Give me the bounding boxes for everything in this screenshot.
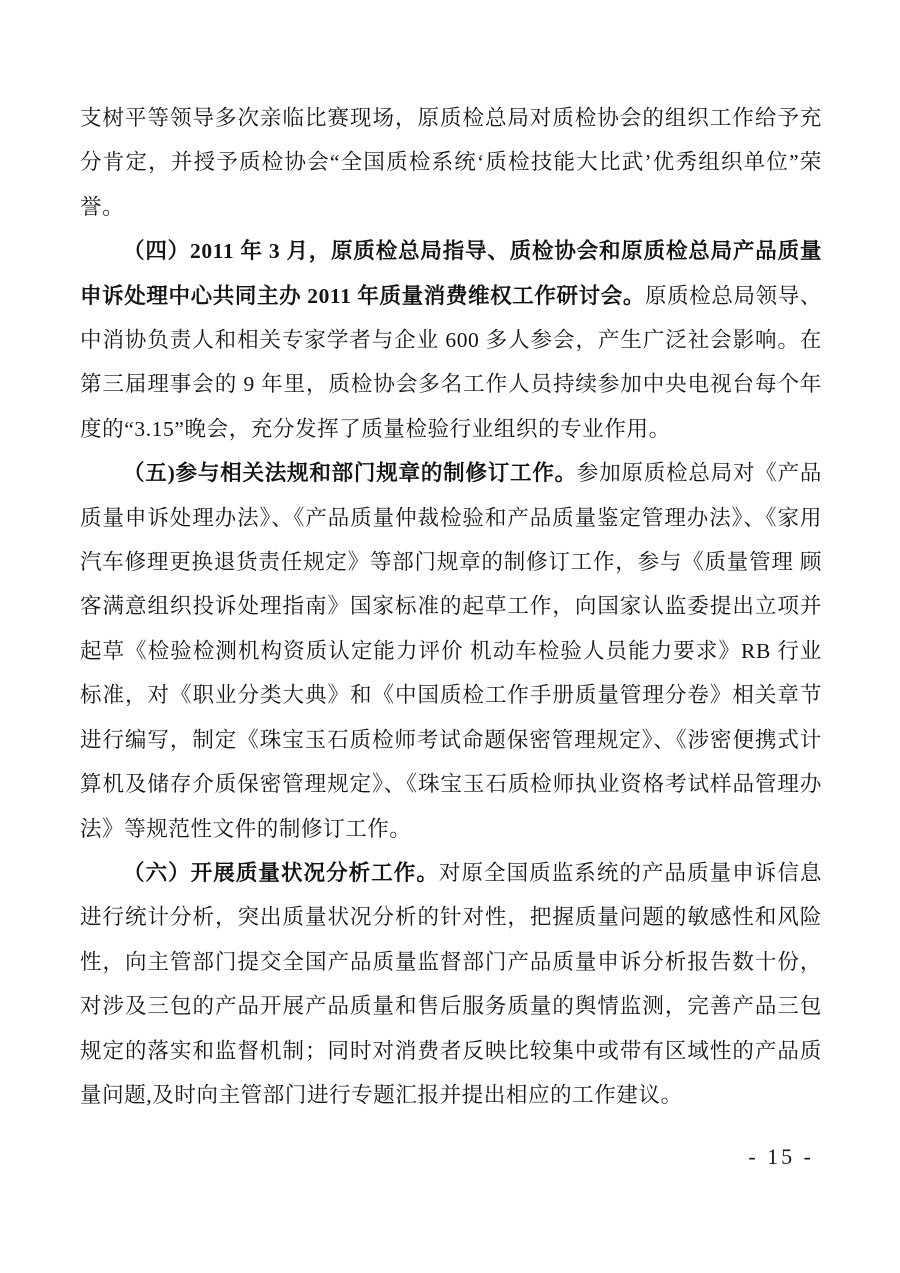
paragraph-continuation [80,96,822,229]
section-4-body: 原质检总局领导、中消协负责人和相关专家学者与企业 600 多人参会，产生广泛社会影响。在第三届理事会的 9 年里，质检协会多名工作人员持续参加中央电视台每个年度的“3.15”晚会，充分发挥了质量检验行业组织的专业作用。 [80,283,822,441]
section-5-heading: （五)参与相关法规和部门规章的制修订工作。 [123,461,577,486]
section-5-body: 参加原质检总局对《产品质量申诉处理办法》、《产品质量仲裁检验和产品质量鉴定管理办法》、《家用汽车修理更换退货责任规定》等部门规章的制修订工作，参与《质量管理 顾客满意组织投诉处理指南》国家标准的起草工作，向国家认监委提出立项并起草《检验检测机构资质认定能力评价 机动车检验人员能力要求》RB 行业标准，对《职业分类大典》和《中国质检工作手册质量管理分卷》相关章节进行编写，制定《珠宝玉石质检师考试命题保密管理规定》、《涉密便携式计算机及储存介质保密管理规定》、《珠宝玉石质检师执业资格考试样品管理办法》等规范性文件的制修订工作。 [80,461,822,841]
page-number: - 15 - [748,1144,814,1169]
document-body [80,96,822,1117]
paragraph-section-6 [80,851,822,1117]
paragraph-text: 支树平等领导多次亲临比赛现场，原质检总局对质检协会的组织工作给予充分肯定，并授予质检协会“全国质检系统‘质检技能大比武’优秀组织单位”荣誉。 [80,106,822,219]
paragraph-section-5 [80,451,822,851]
paragraph-section-4 [80,229,822,451]
section-6-heading: （六）开展质量状况分析工作。 [123,860,439,885]
section-6-body: 对原全国质监系统的产品质量申诉信息进行统计分析，突出质量状况分析的针对性，把握质量问题的敏感性和风险性，向主管部门提交全国产品质量监督部门产品质量申诉分析报告数十份，对涉及三包的产品开展产品质量和售后服务质量的舆情监测，完善产品三包规定的落实和监督机制；同时对消费者反映比较集中或带有区域性的产品质量问题,及时向主管部门进行专题汇报并提出相应的工作建议。 [80,860,823,1107]
section-4-heading: （四）2011 年 3 月，原质检总局指导、质检协会和原质检总局产品质量申诉处理中心共同主办 2011 年质量消费维权工作研讨会。 [80,239,822,308]
